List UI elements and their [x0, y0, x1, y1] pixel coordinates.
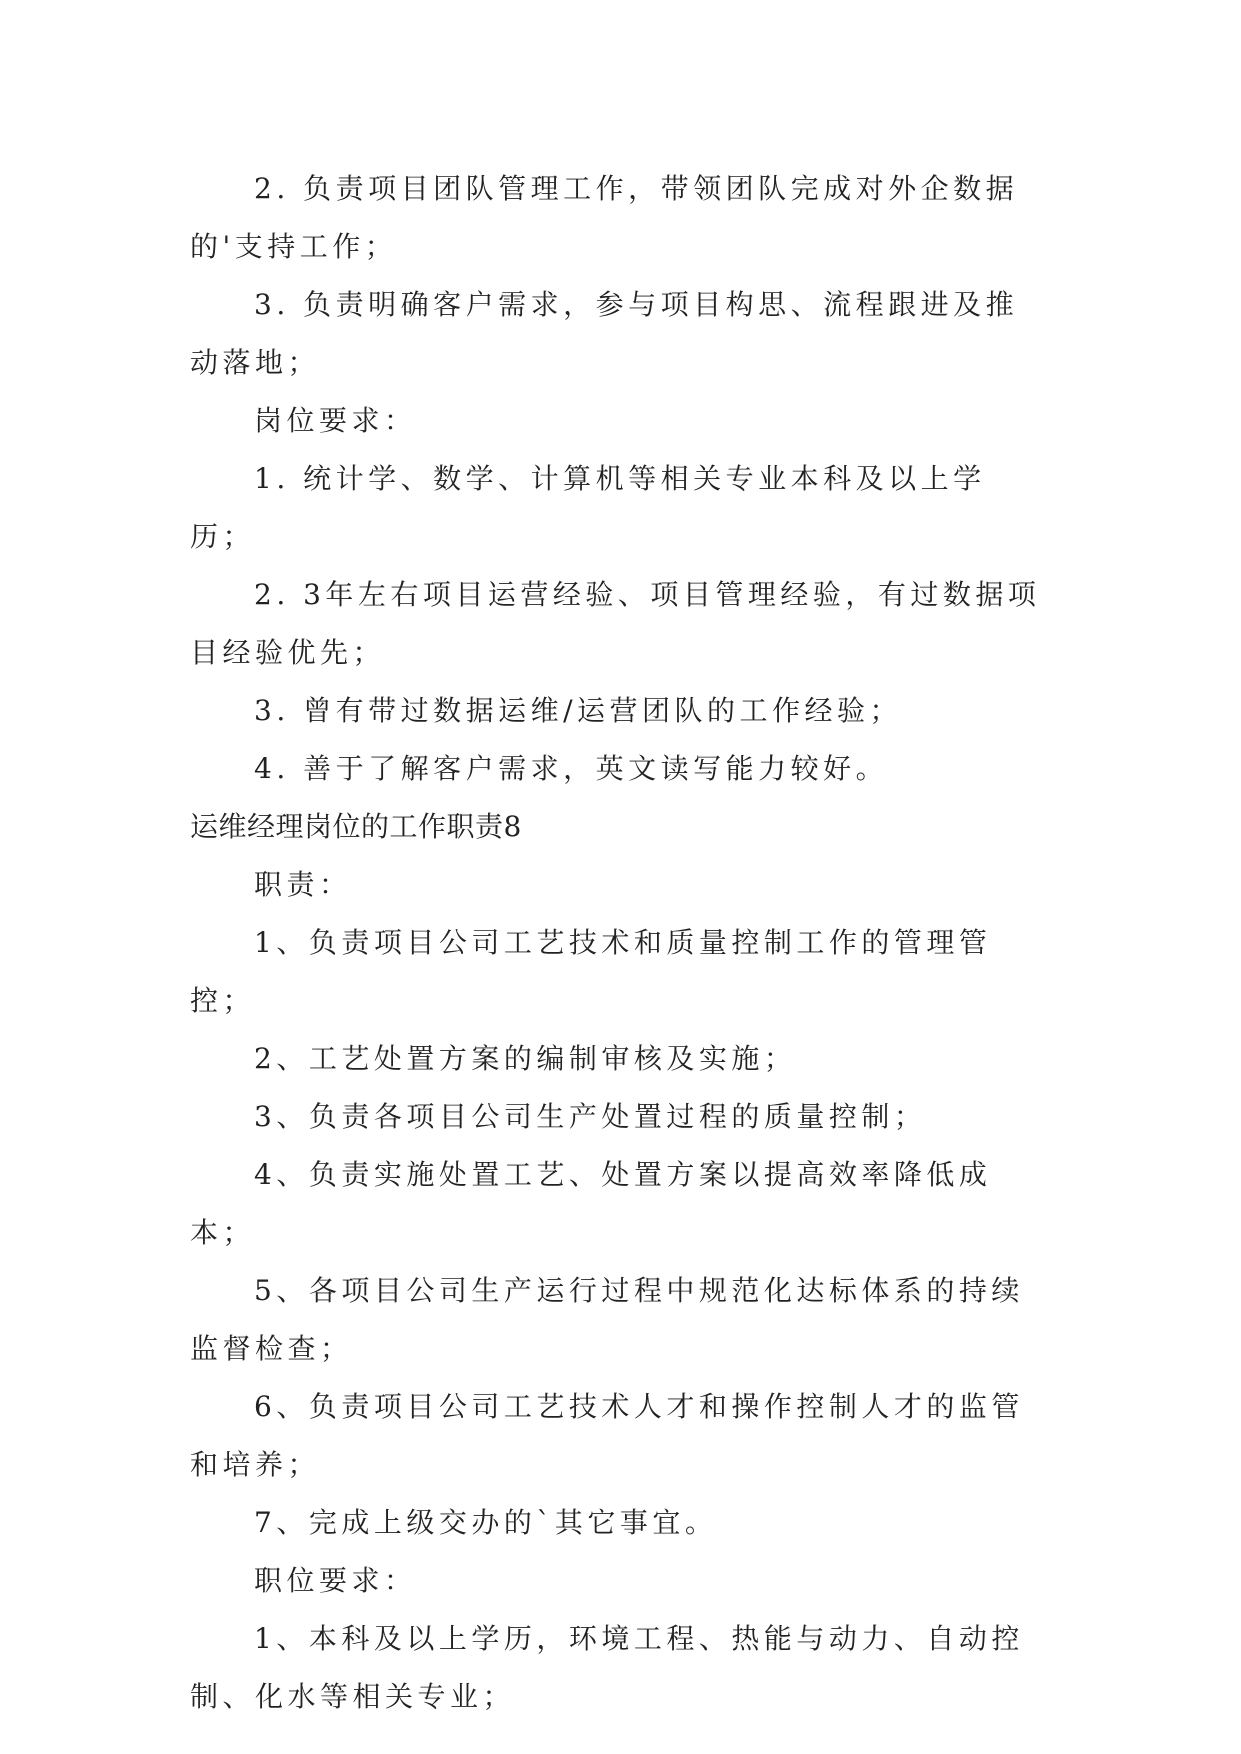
paragraph-requirement-4: 4. 善于了解客户需求，英文读写能力较好。 [254, 752, 889, 785]
paragraph-duty-3: 3. 负责明确客户需求，参与项目构思、流程跟进及推动落地； [190, 288, 1019, 379]
section-label-position-requirements: 职位要求： [254, 1564, 417, 1597]
section-label-requirements: 岗位要求： [254, 404, 417, 437]
section-heading: 运维经理岗位的工作职责8 [190, 810, 522, 843]
paragraph-duty-item-1: 1、负责项目公司工艺技术和质量控制工作的管理管控； [190, 926, 992, 1017]
paragraph-requirement-2: 2. 3年左右项目运营经验、项目管理经验，有过数据项目经验优先； [190, 578, 1041, 669]
paragraph-requirement-1: 1. 统计学、数学、计算机等相关专业本科及以上学历； [190, 462, 986, 553]
paragraph-duty-item-6: 6、负责项目公司工艺技术人才和操作控制人才的监管和培养； [190, 1390, 1024, 1481]
paragraph-duty-item-3: 3、负责各项目公司生产处置过程的质量控制； [254, 1100, 927, 1133]
paragraph-duty-item-2: 2、工艺处置方案的编制审核及实施； [254, 1042, 797, 1075]
paragraph-duty-2: 2. 负责项目团队管理工作，带领团队完成对外企数据的'支持工作； [190, 172, 1019, 263]
paragraph-duty-item-5: 5、各项目公司生产运行过程中规范化达标体系的持续监督检查； [190, 1274, 1024, 1365]
paragraph-requirement-3: 3. 曾有带过数据运维/运营团队的工作经验； [254, 694, 903, 727]
paragraph-duty-item-7: 7、完成上级交办的`其它事宜。 [254, 1506, 718, 1539]
document-body [190, 160, 1050, 1726]
paragraph-duty-item-4: 4、负责实施处置工艺、处置方案以提高效率降低成本； [190, 1158, 992, 1249]
paragraph-position-requirement-1: 1、本科及以上学历，环境工程、热能与动力、自动控制、化水等相关专业； [190, 1622, 1024, 1713]
section-label-duties: 职责： [254, 868, 352, 901]
